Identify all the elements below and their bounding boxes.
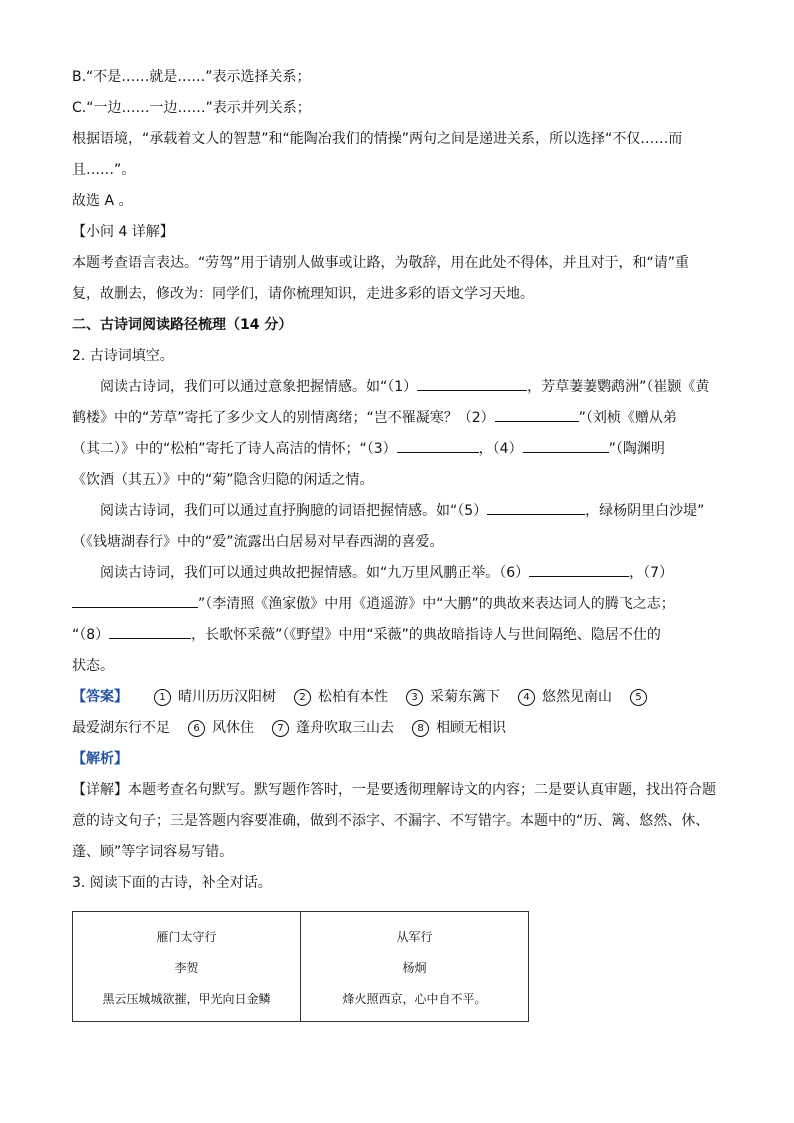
question-2-title: 2. 古诗词填空。	[72, 348, 174, 364]
paragraph-3-line-4: 状态。	[72, 658, 114, 674]
answer-number: 6	[188, 720, 205, 737]
poem-title: 从军行	[396, 930, 433, 944]
poem-author: 李贺	[174, 961, 199, 975]
paragraph-2-line-2: （《钱塘湖春行》中的“爱”流露出白居易对早春西湖的喜爱。	[72, 534, 444, 550]
answer-number: 1	[154, 689, 171, 706]
q4-heading: 【小问 4 详解】	[72, 224, 174, 240]
choice-conclusion: 故选 A 。	[72, 193, 133, 209]
option-c-text: C.“一边……一边……”表示并列关系；	[72, 100, 311, 116]
q4-explanation-2: 复，故删去，修改为：同学们，请你梳理知识，走进多彩的语文学习天地。	[72, 286, 534, 302]
blank-4[interactable]	[523, 436, 609, 453]
section-2-title: 二、古诗词阅读路径梳理（14 分）	[72, 317, 293, 333]
paragraph-3-line-1: 阅读古诗词，我们可以通过典故把握情感。如“九万里风鹏正举。（6） ，（7）	[72, 558, 724, 589]
poem-cell-1	[73, 912, 301, 1022]
document-body	[72, 62, 724, 899]
answer-item: 2 松柏有本性	[294, 682, 388, 713]
detail-line-3: 蓬、顾”等字词容易写错。	[72, 844, 234, 860]
answer-number: 3	[406, 689, 423, 706]
answer-item	[630, 689, 654, 706]
paragraph-3-line-3: “（8） ，长歌怀采薇”（《野望》中用“采薇”的典故暗指诗人与世间隔绝、隐居不仕的	[72, 620, 724, 651]
blank-7[interactable]	[72, 591, 198, 608]
q4-explanation-1: 本题考查语言表达。“劳驾”用于请别人做事或让路，为敬辞，用在此处不得体，并且对于，和“请”重	[72, 255, 690, 271]
blank-8[interactable]	[109, 622, 191, 639]
paragraph-1-line-1: 阅读古诗词，我们可以通过意象把握情感。如“（1） ，芳草萋萋鹦鹉洲”（崔颢《黄	[72, 372, 724, 403]
answer-number: 7	[272, 720, 289, 737]
paragraph-2-line-1: 阅读古诗词，我们可以通过直抒胸臆的词语把握情感。如“（5） ，绿杨阴里白沙堤”	[72, 496, 724, 527]
blank-5[interactable]	[487, 498, 585, 515]
answer-item: 6 风休住	[188, 713, 254, 744]
blank-6[interactable]	[529, 560, 629, 577]
paragraph-1-line-2: 鹤楼》中的“芳草”寄托了多少文人的别情离绪；“岂不罹凝寒？（2） ”（刘桢《赠从弟	[72, 403, 724, 434]
answer-item: 7 蓬舟吹取三山去	[272, 713, 394, 744]
poem-title: 雁门太守行	[156, 930, 217, 944]
answer-label: 【答案】	[72, 689, 128, 705]
answer-number: 4	[518, 689, 535, 706]
answer-number: 2	[294, 689, 311, 706]
answer-item: 4 悠然见南山	[518, 682, 612, 713]
blank-3[interactable]	[397, 436, 479, 453]
poem-line: 黑云压城城欲摧，甲光向日金鳞	[102, 992, 271, 1006]
blank-2[interactable]	[495, 405, 579, 422]
poem-author: 杨炯	[402, 961, 427, 975]
option-b-text: B.“不是……就是……”表示选择关系；	[72, 69, 311, 85]
reason-line-1: 根据语境，“承载着文人的智慧”和“能陶冶我们的情操”两句之间是递进关系，所以选择“不仅……而	[72, 131, 683, 147]
poem-table	[72, 911, 529, 1022]
answer-item: 1 晴川历历汉阳树	[154, 682, 276, 713]
answer-item: 3 采菊东篱下	[406, 682, 500, 713]
answer-row-1	[72, 682, 724, 713]
paragraph-1-line-4: 《饮酒（其五）》中的“菊”隐含归隐的闲适之情。	[72, 472, 374, 488]
poem-cell-2	[301, 912, 529, 1022]
detail-line-1: 【详解】本题考查名句默写。默写题作答时，一是要透彻理解诗文的内容；二是要认真审题，找出符合题	[72, 782, 716, 798]
answer-number: 5	[630, 689, 647, 706]
detail-line-2: 意的诗文句子；三是答题内容要准确，做到不添字、不漏字、不写错字。本题中的“历、篱、悠然、休、	[72, 813, 710, 829]
answer-row-2	[72, 713, 724, 744]
question-3-title: 3. 阅读下面的古诗，补全对话。	[72, 875, 272, 891]
paragraph-3-line-2: ”（李清照《渔家傲》中用《逍遥游》中“大鹏”的典故来表达词人的腾飞之志；	[72, 589, 724, 620]
blank-1[interactable]	[417, 374, 527, 391]
answer-number: 8	[412, 720, 429, 737]
poem-line: 烽火照西京，心中自不平。	[342, 992, 487, 1006]
answer-item: 8 相顾无相识	[412, 713, 506, 744]
reason-line-2: 且……”。	[72, 162, 136, 178]
answer-item: 最爱湖东行不足	[72, 720, 170, 736]
paragraph-1-line-3: （其二）》中的“松柏”寄托了诗人高洁的情怀；“（3） ，（4） ”（陶渊明	[72, 434, 724, 465]
analysis-label: 【解析】	[72, 751, 128, 767]
